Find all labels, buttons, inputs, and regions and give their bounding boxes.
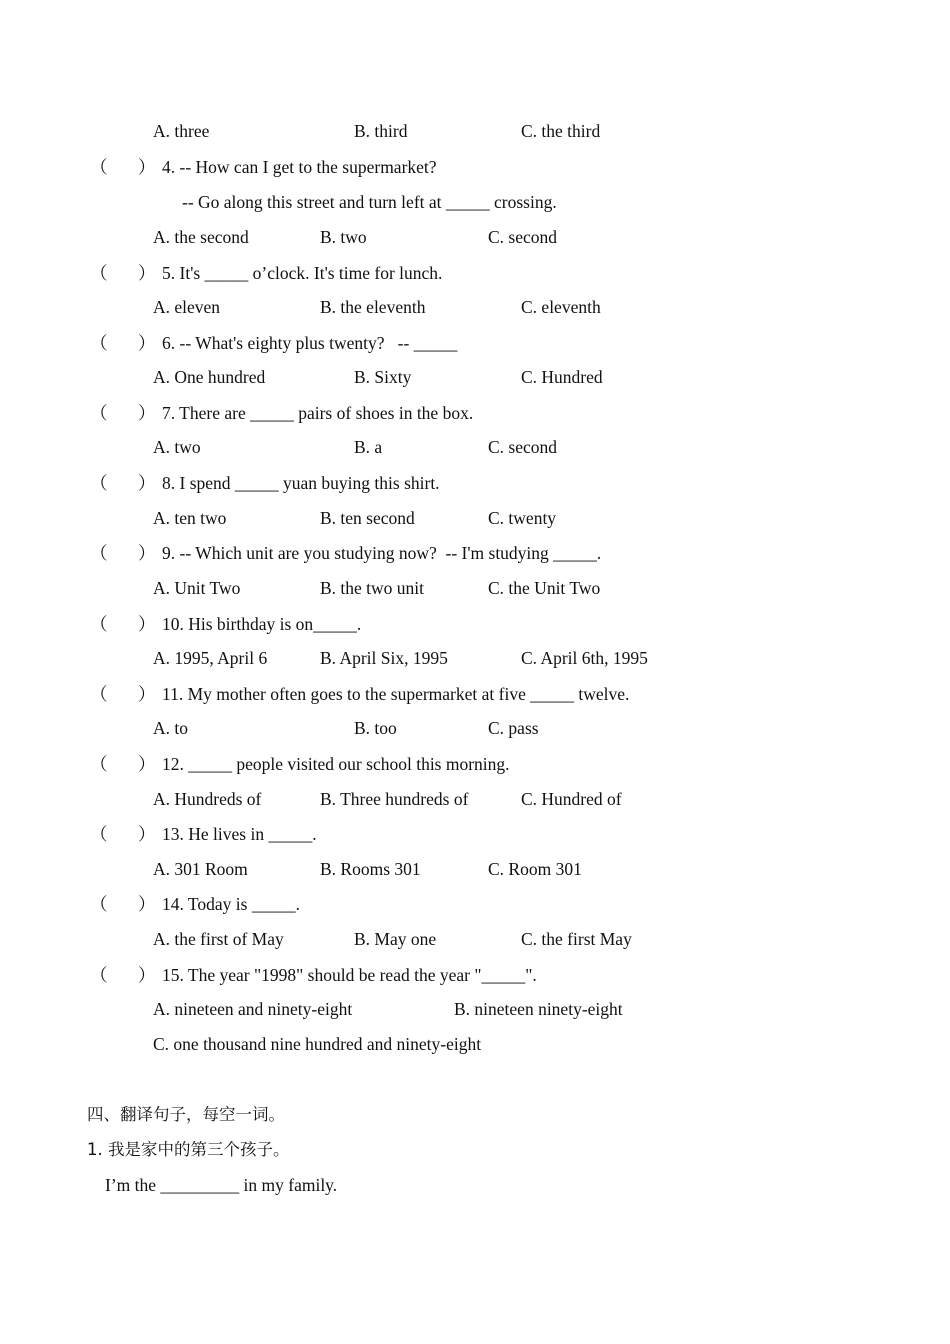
q15-option-b: B. nineteen ninety-eight (454, 999, 623, 1019)
q15-option-c: C. one thousand nine hundred and ninety-eight (153, 1034, 482, 1054)
answer-paren-close: ） (138, 157, 156, 177)
q6-option-b: B. Sixty (354, 367, 412, 387)
answer-paren-close: ） (138, 473, 156, 493)
q6-option-c: C. Hundred (521, 367, 603, 387)
answer-paren-close: ） (138, 824, 156, 844)
q5-option-a: A. eleven (153, 297, 221, 317)
q4-stem: 4. -- How can I get to the supermarket? (162, 157, 437, 177)
q15-stem: 15. The year "1998" should be read the year "_____". (162, 965, 537, 985)
q7-option-b: B. a (354, 437, 383, 457)
answer-paren-close: ） (138, 263, 156, 283)
answer-paren-open: （ (90, 684, 108, 704)
q3-option-a: A. three (153, 121, 210, 141)
q12-option-a: A. Hundreds of (153, 789, 262, 809)
q3-option-b: B. third (354, 121, 408, 141)
q7-option-c: C. second (488, 437, 558, 457)
q4-stem-line2: -- Go along this street and turn left at _____ crossing. (182, 192, 557, 212)
answer-paren-open: （ (90, 473, 108, 493)
q5-option-c: C. eleventh (521, 297, 601, 317)
q9-option-b: B. the two unit (320, 578, 425, 598)
answer-paren-open: （ (90, 824, 108, 844)
q6-option-a: A. One hundred (153, 367, 266, 387)
q11-option-c: C. pass (488, 718, 539, 738)
q8-option-c: C. twenty (488, 508, 557, 528)
q11-option-a: A. to (153, 718, 188, 738)
q14-option-c: C. the first May (521, 929, 632, 949)
q7-stem: 7. There are _____ pairs of shoes in the box. (162, 403, 474, 423)
q4-option-a: A. the second (153, 227, 249, 247)
answer-paren-close: ） (138, 965, 156, 985)
answer-paren-open: （ (90, 965, 108, 985)
answer-paren-open: （ (90, 894, 108, 914)
q6-stem: 6. -- What's eighty plus twenty? -- _____ (162, 333, 458, 353)
answer-paren-open: （ (90, 543, 108, 563)
answer-paren-close: ） (138, 614, 156, 634)
q4-option-b: B. two (320, 227, 367, 247)
q10-stem: 10. His birthday is on_____. (162, 614, 362, 634)
answer-paren-close: ） (138, 754, 156, 774)
q14-option-b: B. May one (354, 929, 437, 949)
q15-option-a: A. nineteen and ninety-eight (153, 999, 353, 1019)
q5-stem: 5. It's _____ o’clock. It's time for lunch. (162, 263, 443, 283)
q13-stem: 13. He lives in _____. (162, 824, 317, 844)
q12-option-b: B. Three hundreds of (320, 789, 469, 809)
q9-option-c: C. the Unit Two (488, 578, 601, 598)
q14-option-a: A. the first of May (153, 929, 284, 949)
q11-option-b: B. too (354, 718, 397, 738)
answer-paren-close: ） (138, 684, 156, 704)
answer-paren-close: ） (138, 543, 156, 563)
answer-paren-open: （ (90, 403, 108, 423)
q10-option-a: A. 1995, April 6 (153, 648, 268, 668)
q13-option-b: B. Rooms 301 (320, 859, 421, 879)
q12-option-c: C. Hundred of (521, 789, 622, 809)
q5-option-b: B. the eleventh (320, 297, 426, 317)
q13-option-c: C. Room 301 (488, 859, 582, 879)
q12-stem: 12. _____ people visited our school this morning. (162, 754, 510, 774)
q9-option-a: A. Unit Two (153, 578, 241, 598)
q11-stem: 11. My mother often goes to the supermarket at five _____ twelve. (162, 684, 630, 704)
q7-option-a: A. two (153, 437, 201, 457)
q8-option-a: A. ten two (153, 508, 227, 528)
q13-option-a: A. 301 Room (153, 859, 248, 879)
q8-option-b: B. ten second (320, 508, 415, 528)
q14-stem: 14. Today is _____. (162, 894, 300, 914)
q8-stem: 8. I spend _____ yuan buying this shirt. (162, 473, 440, 493)
q4-option-c: C. second (488, 227, 558, 247)
q3-option-c: C. the third (521, 121, 601, 141)
answer-paren-open: （ (90, 157, 108, 177)
q10-option-c: C. April 6th, 1995 (521, 648, 648, 668)
translation-item-1: 1. 我是家中的第三个孩子。 (87, 1140, 290, 1159)
answer-paren-close: ） (138, 403, 156, 423)
answer-paren-open: （ (90, 614, 108, 634)
answer-paren-open: （ (90, 333, 108, 353)
answer-paren-close: ） (138, 894, 156, 914)
q10-option-b: B. April Six, 1995 (320, 648, 448, 668)
answer-paren-open: （ (90, 263, 108, 283)
answer-paren-open: （ (90, 754, 108, 774)
translation-item-1-answer: I’m the _________ in my family. (105, 1175, 338, 1195)
q9-stem: 9. -- Which unit are you studying now? -- I'm studying _____. (162, 543, 602, 563)
answer-paren-close: ） (138, 333, 156, 353)
section-heading: 四、翻译句子，每空一词。 (87, 1105, 285, 1124)
